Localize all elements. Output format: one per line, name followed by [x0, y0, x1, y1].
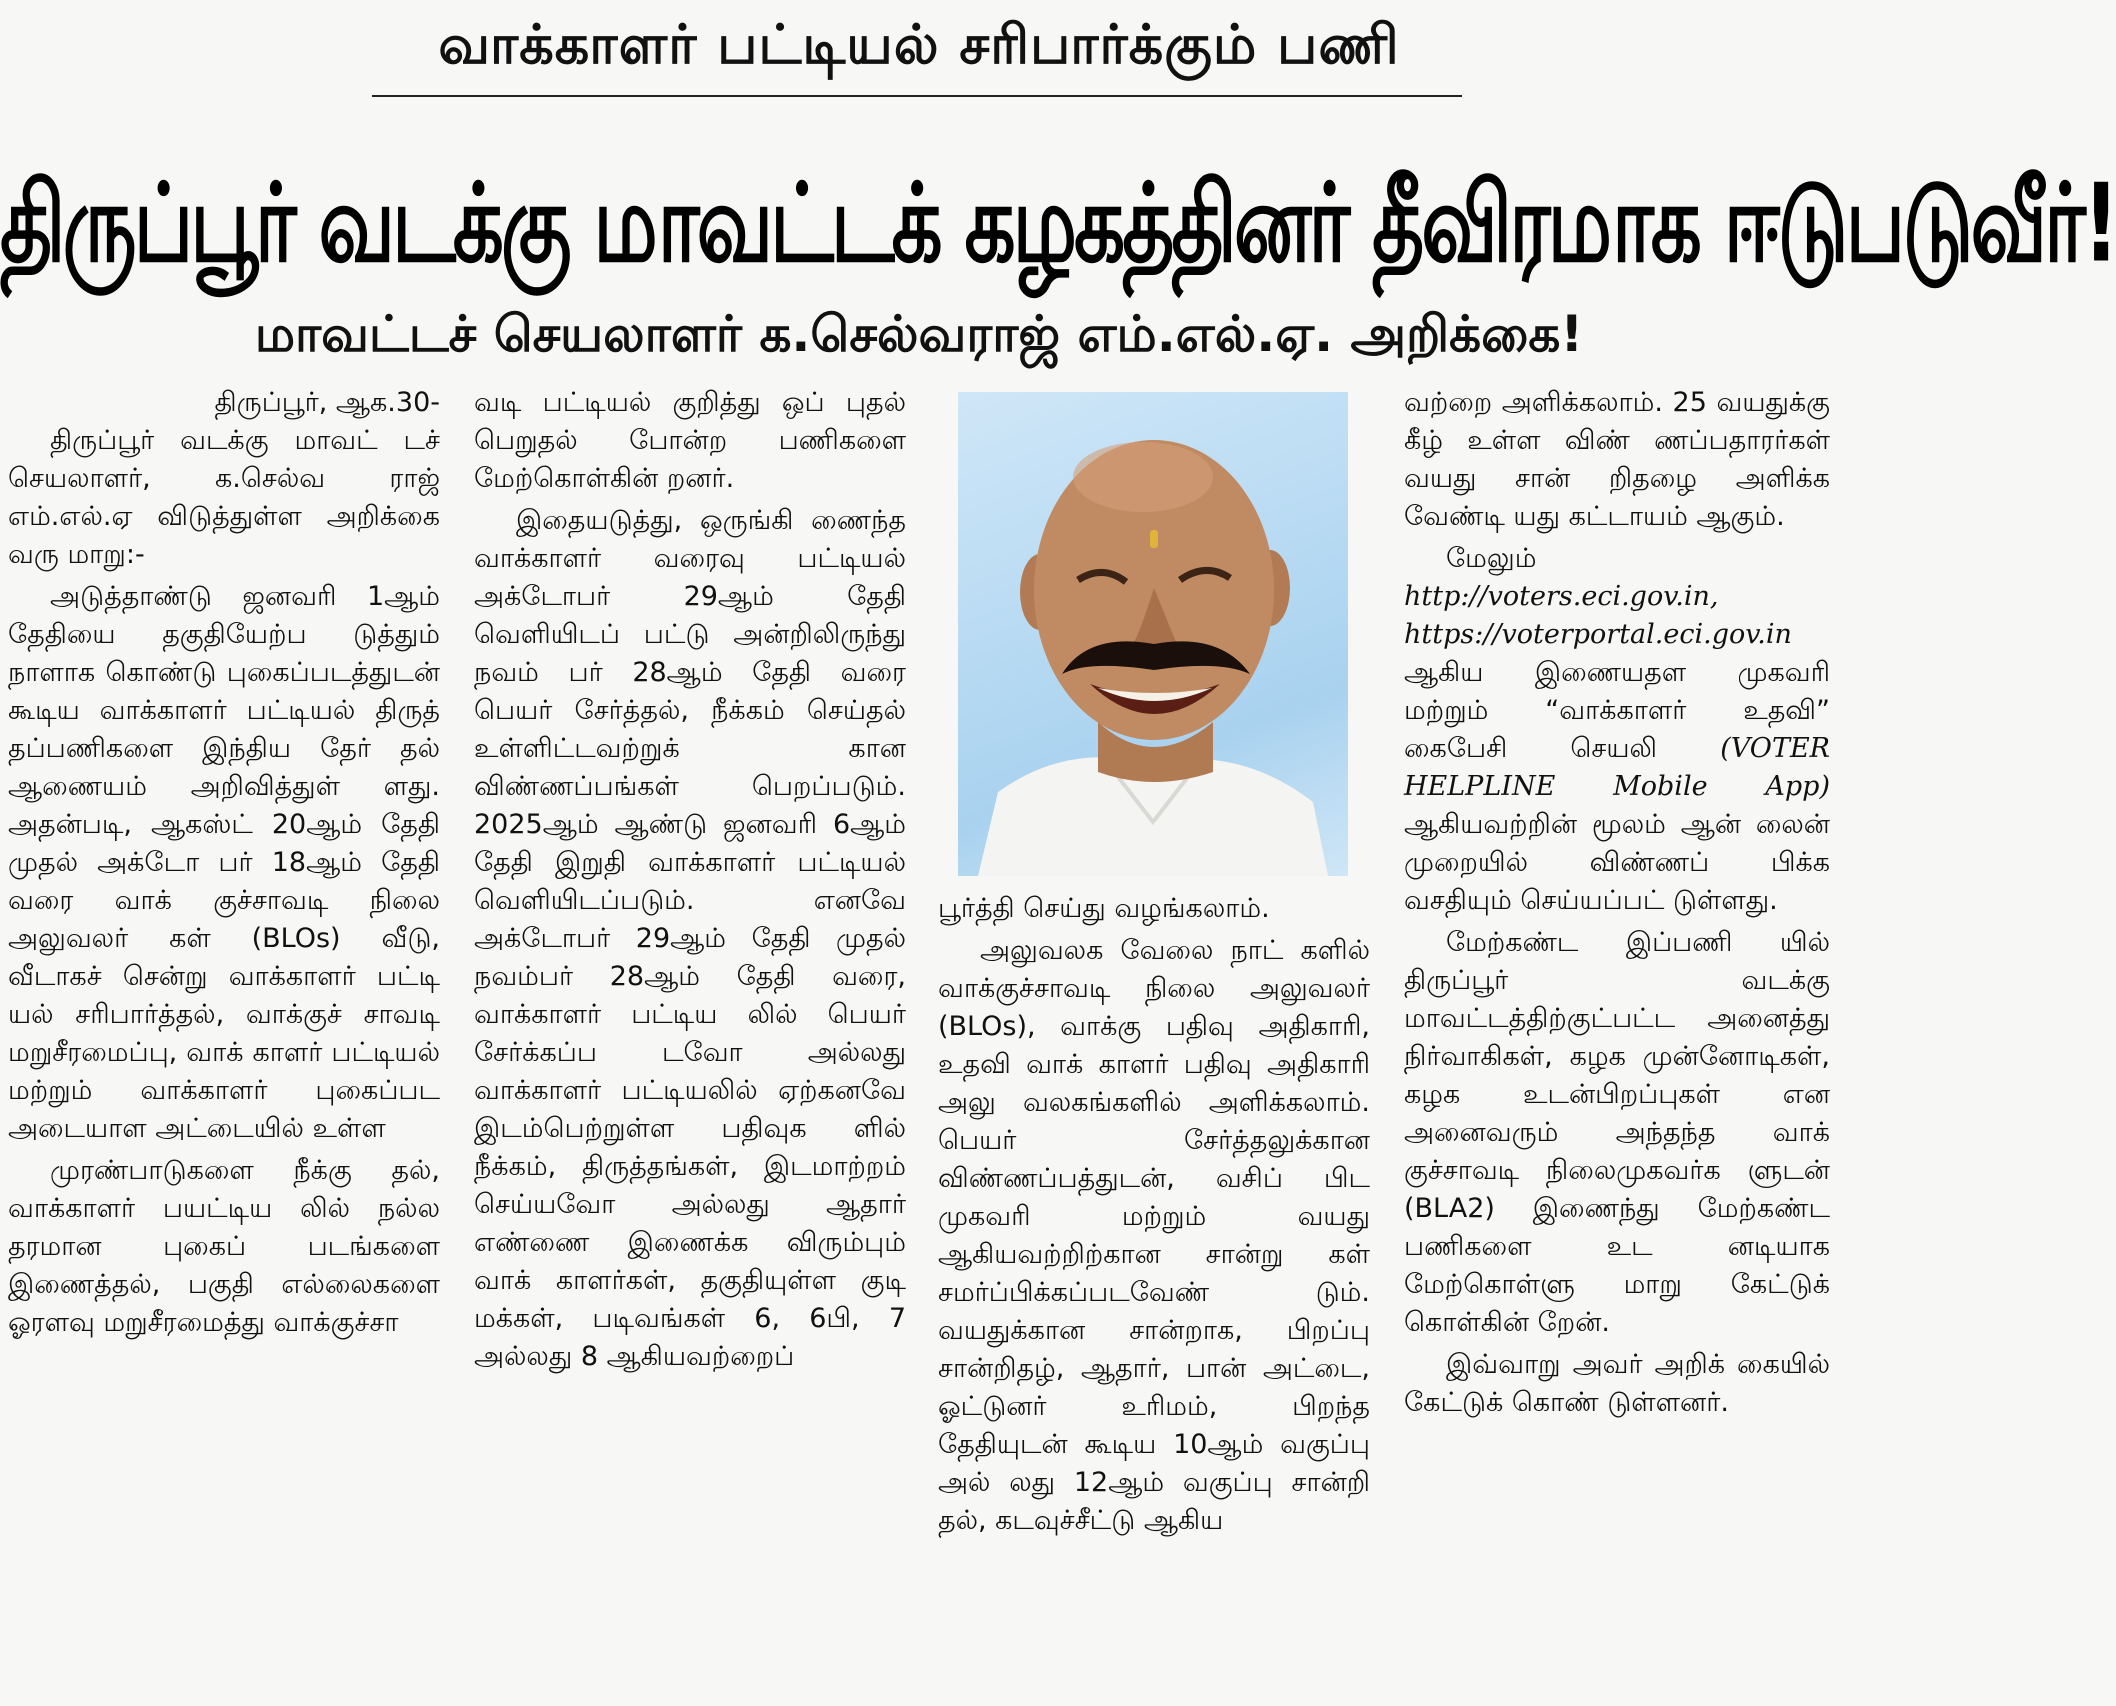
paragraph: இவ்வாறு அவர் அறிக் கையில் கேட்டுக் கொண் டுள்ளனர். [1404, 1349, 1830, 1418]
dateline: திருப்பூர், ஆக.30- [214, 387, 440, 418]
paragraph-lead: மேலும் [1446, 543, 1537, 574]
article-column-4 [1404, 384, 1830, 1702]
paragraph-text: ஆகிய இணையதள முகவரி மற்றும் “வாக்காளர் உதவி” கைபேசி செயலி [1404, 657, 1830, 764]
article-column-2 [474, 384, 906, 1702]
website-urls: http://voters.eci.gov.in, https://voterportal.eci.gov.in [1404, 581, 1792, 650]
paragraph: அடுத்தாண்டு ஜனவரி 1ஆம் தேதியை தகுதியேற்ப டுத்தும் நாளாக கொண்டு புகைப்படத்துடன் கூடிய வாக்காளர் பட்டியல் திருத் தப்பணிகளை இந்திய தேர் தல் ஆணையம் அறிவித்துள் ளது. அதன்படி, ஆகஸ்ட் 20ஆம் தேதி முதல் அக்டோ பர் 18ஆம் தேதி வரை வாக் குச்சாவடி நிலை அலுவலர் கள் (BLOs) வீடு, வீடாகச் சென்று வாக்காளர் பட்டி யல் சரிபார்த்தல், வாக்குச் சாவடி மறுசீரமைப்பு, வாக் காளர் பட்டியல் மற்றும் வாக்காளர் புகைப்பட அடையாள அட்டையில் உள்ள [8, 581, 440, 1144]
kicker-headline: வாக்காளர் பட்டியல் சரிபார்க்கும் பணி [438, 13, 1400, 76]
paragraph: வடி பட்டியல் குறித்து ஒப் புதல் பெறுதல் போன்ற பணிகளை மேற்கொள்கின் றனர். [474, 387, 906, 494]
paragraph-text: ஆகியவற்றின் மூலம் ஆன் லைன் முறையில் விண்ணப் பிக்க வசதியும் செய்யப்பட் டுள்ளது. [1404, 809, 1830, 916]
paragraph [1404, 540, 1830, 920]
paragraph: முரண்பாடுகளை நீக்கு தல், வாக்காளர் பயட்டிய லில் நல்ல தரமான புகைப் படங்களை இணைத்தல், பகுதி எல்லைகளை ஓரளவு மறுசீரமைத்து வாக்குச்சா [8, 1155, 440, 1338]
paragraph: பூர்த்தி செய்து வழங்கலாம். [938, 893, 1270, 924]
portrait-photo-icon [958, 392, 1348, 876]
app-name: (VOTER HELPLINE Mobile App) [1404, 733, 1830, 802]
article-column-3 [938, 890, 1370, 1702]
article-column-1 [8, 384, 440, 1702]
kicker-divider [372, 95, 1462, 97]
paragraph: இதையடுத்து, ஒருங்கி ணைந்த வாக்காளர் வரைவு பட்டியல் அக்டோபர் 29ஆம் தேதி வெளியிடப் பட்டு அன்றிலிருந்து நவம் பர் 28ஆம் தேதி வரை பெயர் சேர்த்தல், நீக்கம் செய்தல் உள்ளிட்டவற்றுக் கான விண்ணப்பங்கள் பெறப்படும். 2025ஆம் ஆண்டு ஜனவரி 6ஆம் தேதி இறுதி வாக்காளர் பட்டியல் வெளியிடப்படும். எனவே அக்டோபர் 29ஆம் தேதி முதல் நவம்பர் 28ஆம் தேதி வரை, வாக்காளர் பட்டிய லில் பெயர் சேர்க்கப்ப டவோ அல்லது வாக்காளர் பட்டியலில் ஏற்கனவே இடம்பெற்றுள்ள பதிவுக ளில் நீக்கம், திருத்தங்கள், இடமாற்றம் செய்யவோ அல்லது ஆதார் எண்ணை இணைக்க விரும்பும் வாக் காளர்கள், தகுதியுள்ள குடி மக்கள், படிவங்கள் 6, 6பி, 7 அல்லது 8 ஆகியவற்றைப் [474, 505, 906, 1372]
paragraph: மேற்கண்ட இப்பணி யில் திருப்பூர் வடக்கு மாவட்டத்திற்குட்பட்ட அனைத்து நிர்வாகிகள், கழக முன்னோடிகள், கழக உடன்பிறப்புகள் என அனைவரும் அந்தந்த வாக் குச்சாவடி நிலைமுகவர்க ளுடன் (BLA2) இணைந்து மேற்கண்ட பணிகளை உட னடியாக மேற்கொள்ளு மாறு கேட்டுக் கொள்கின் றேன். [1404, 927, 1830, 1338]
subheadline: மாவட்டச் செயலாளர் க.செல்வராஜ் எம்.எல்.ஏ. அறிக்கை! [254, 305, 1584, 363]
main-headline: திருப்பூர் வடக்கு மாவட்டக் கழகத்தினர் தீவிரமாக ஈடுபடுவீர்! [0, 160, 2116, 287]
paragraph: வற்றை அளிக்கலாம். 25 வயதுக்கு கீழ் உள்ள விண் ணப்பதாரர்கள் வயது சான் றிதழை அளிக்க வேண்டி யது கட்டாயம் ஆகும். [1404, 387, 1830, 532]
paragraph: திருப்பூர் வடக்கு மாவட் டச் செயலாளர், க.செல்வ ராஜ் எம்.எல்.ஏ விடுத்துள்ள அறிக்கை வரு மாறு:- [8, 425, 440, 570]
paragraph: அலுவலக வேலை நாட் களில் வாக்குச்சாவடி நிலை அலுவலர் (BLOs), வாக்கு பதிவு அதிகாரி, உதவி வாக் காளர் பதிவு அதிகாரி அலு வலகங்களில் அளிக்கலாம். பெயர் சேர்த்தலுக்கான விண்ணப்பத்துடன், வசிப் பிட முகவரி மற்றும் வயது ஆகியவற்றிற்கான சான்று கள் சமர்ப்பிக்கப்படவேண் டும். வயதுக்கான சான்றாக, பிறப்பு சான்றிதழ், ஆதார், பான் அட்டை, ஓட்டுனர் உரிமம், பிறந்த தேதியுடன் கூடிய 10ஆம் வகுப்பு அல் லது 12ஆம் வகுப்பு சான்றி தல், கடவுச்சீட்டு ஆகிய [938, 935, 1370, 1536]
portrait-photo [958, 392, 1348, 876]
